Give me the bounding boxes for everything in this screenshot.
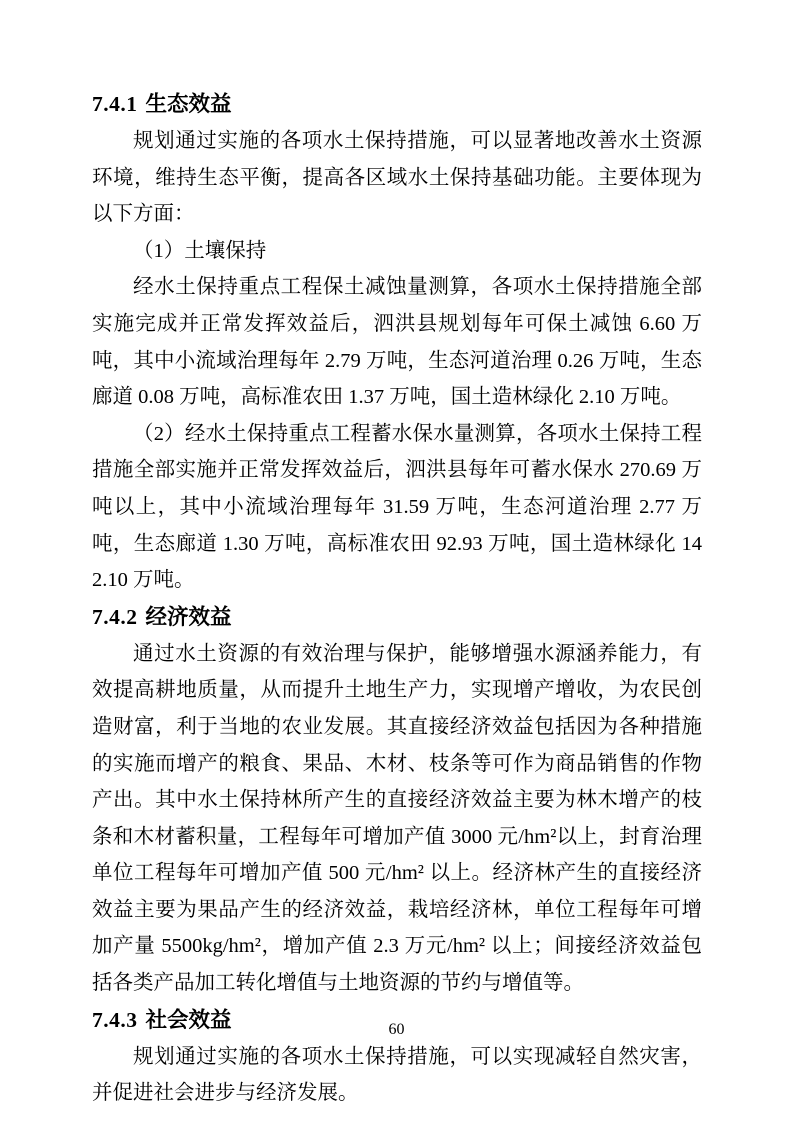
section-social-benefit bbox=[92, 1002, 702, 1112]
section-economic-benefit bbox=[92, 599, 702, 1002]
list-item-soil-conservation: （1）土壤保持 bbox=[133, 239, 267, 262]
paragraph: 规划通过实施的各项水土保持措施，可以实现减轻自然灾害，并促进社会进步与经济发展。 bbox=[92, 1045, 702, 1105]
section-heading-7-4-2 bbox=[92, 599, 702, 636]
paragraph: （2）经水土保持重点工程蓄水保水量测算，各项水土保持工程措施全部实施并正常发挥效益后，泗洪县每年可蓄水保水 270.69 万吨以上，其中小流域治理每年 31.59 万吨，生态河道治理 2.77 万吨，生态廊道 1.30 万吨，高标准农田 92.93 万吨，国土造林绿化 142.10 万吨。 bbox=[92, 422, 702, 592]
heading-number: 7.4.3 bbox=[92, 1007, 138, 1032]
paragraph: 规划通过实施的各项水土保持措施，可以显著地改善水土资源环境，维持生态平衡，提高各区域水土保持基础功能。主要体现为以下方面： bbox=[92, 130, 702, 226]
heading-title: 经济效益 bbox=[145, 604, 232, 629]
page-number: 60 bbox=[388, 1021, 405, 1038]
section-ecological-benefit bbox=[92, 86, 702, 599]
heading-number: 7.4.1 bbox=[92, 92, 138, 116]
heading-title: 生态效益 bbox=[145, 92, 232, 116]
section-heading-7-4-1 bbox=[92, 86, 702, 123]
heading-title: 社会效益 bbox=[145, 1007, 232, 1032]
paragraph: 通过水土资源的有效治理与保护，能够增强水源涵养能力，有效提高耕地质量，从而提升土地生产力，实现增产增收，为农民创造财富，利于当地的农业发展。其直接经济效益包括因为各种措施的实施而增产的粮食、果品、木材、枝条等可作为商品销售的作物产出。其中水土保持林所产生的直接经济效益主要为林木增产的枝条和木材蓄积量，工程每年可增加产值 3000 元/hm²以上，封育治理单位工程每年可增加产值 500 元/hm² 以上。经济林产生的直接经济效益主要为果品产生的经济效益，栽培经济林，单位工程每年可增加产量 5500kg/hm²，增加产值 2.3 万元/hm² 以上；间接经济效益包括各类产品加工转化增值与土地资源的节约与增值等。 bbox=[92, 642, 702, 995]
paragraph: 经水土保持重点工程保土减蚀量测算，各项水土保持措施全部实施完成并正常发挥效益后，泗洪县规划每年可保土减蚀 6.60 万吨，其中小流域治理每年 2.79 万吨，生态河道治理 0.26 万吨，生态廊道 0.08 万吨，高标准农田 1.37 万吨，国土造林绿化 2.10 万吨。 bbox=[92, 276, 702, 409]
heading-number: 7.4.2 bbox=[92, 604, 138, 629]
